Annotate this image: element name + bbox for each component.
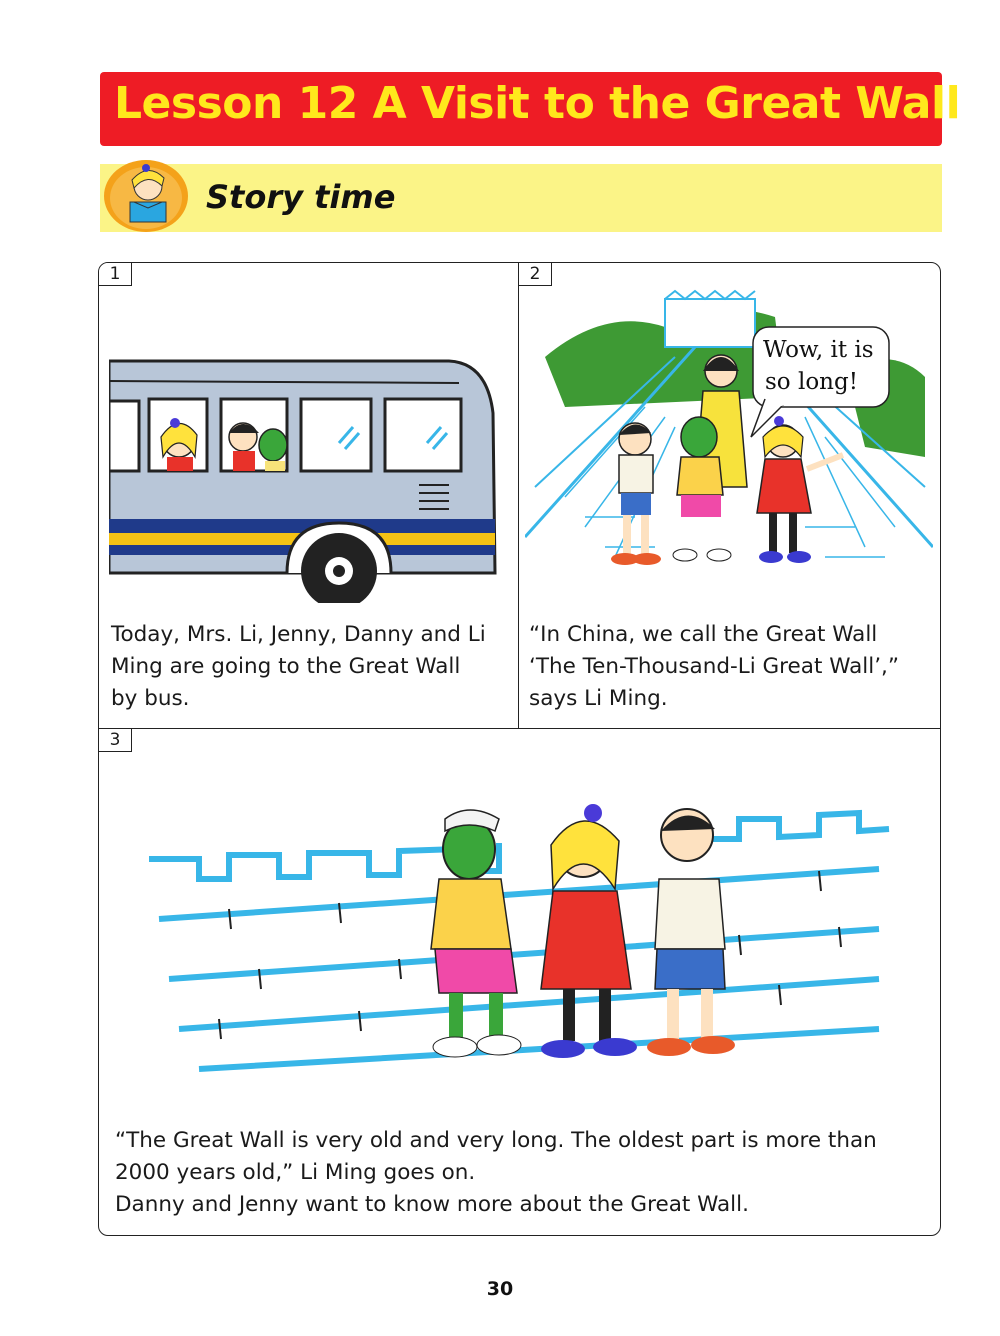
panel-1: [99, 263, 519, 729]
speech-bubble-line-2: so long!: [765, 369, 858, 395]
panel-2: [519, 263, 941, 729]
speech-bubble-line-1: Wow, it is: [763, 337, 874, 363]
panel-number: 1: [99, 263, 132, 286]
panel-number: 2: [519, 263, 552, 286]
girl-reading-icon: [102, 158, 190, 234]
section-header: [100, 164, 942, 232]
lesson-title: Lesson 12 A Visit to the Great Wall: [114, 78, 961, 129]
section-title: Story time: [206, 178, 396, 216]
panel-number: 3: [99, 729, 132, 752]
walking-on-wall-illustration: [139, 779, 899, 1079]
lesson-title-bar: [100, 72, 961, 146]
panel-1-caption: Today, Mrs. Li, Jenny, Danny and Li Ming are going to the Great Wall by bus.: [111, 622, 486, 711]
bus-illustration: [109, 353, 504, 603]
page-number: 30: [486, 1278, 514, 1300]
comic-strip: [98, 262, 941, 1236]
great-wall-scene-illustration: [525, 287, 933, 597]
panel-2-caption: “In China, we call the Great Wall ‘The Ten-Thousand-Li Great Wall’,” says Li Ming.: [529, 622, 900, 711]
panel-3-caption: “The Great Wall is very old and very long. The oldest part is more than 2000 years old,” Li Ming goes on. Danny and Jenny want to know more about the Great Wall.: [115, 1128, 877, 1217]
panel-3: [99, 729, 941, 1236]
